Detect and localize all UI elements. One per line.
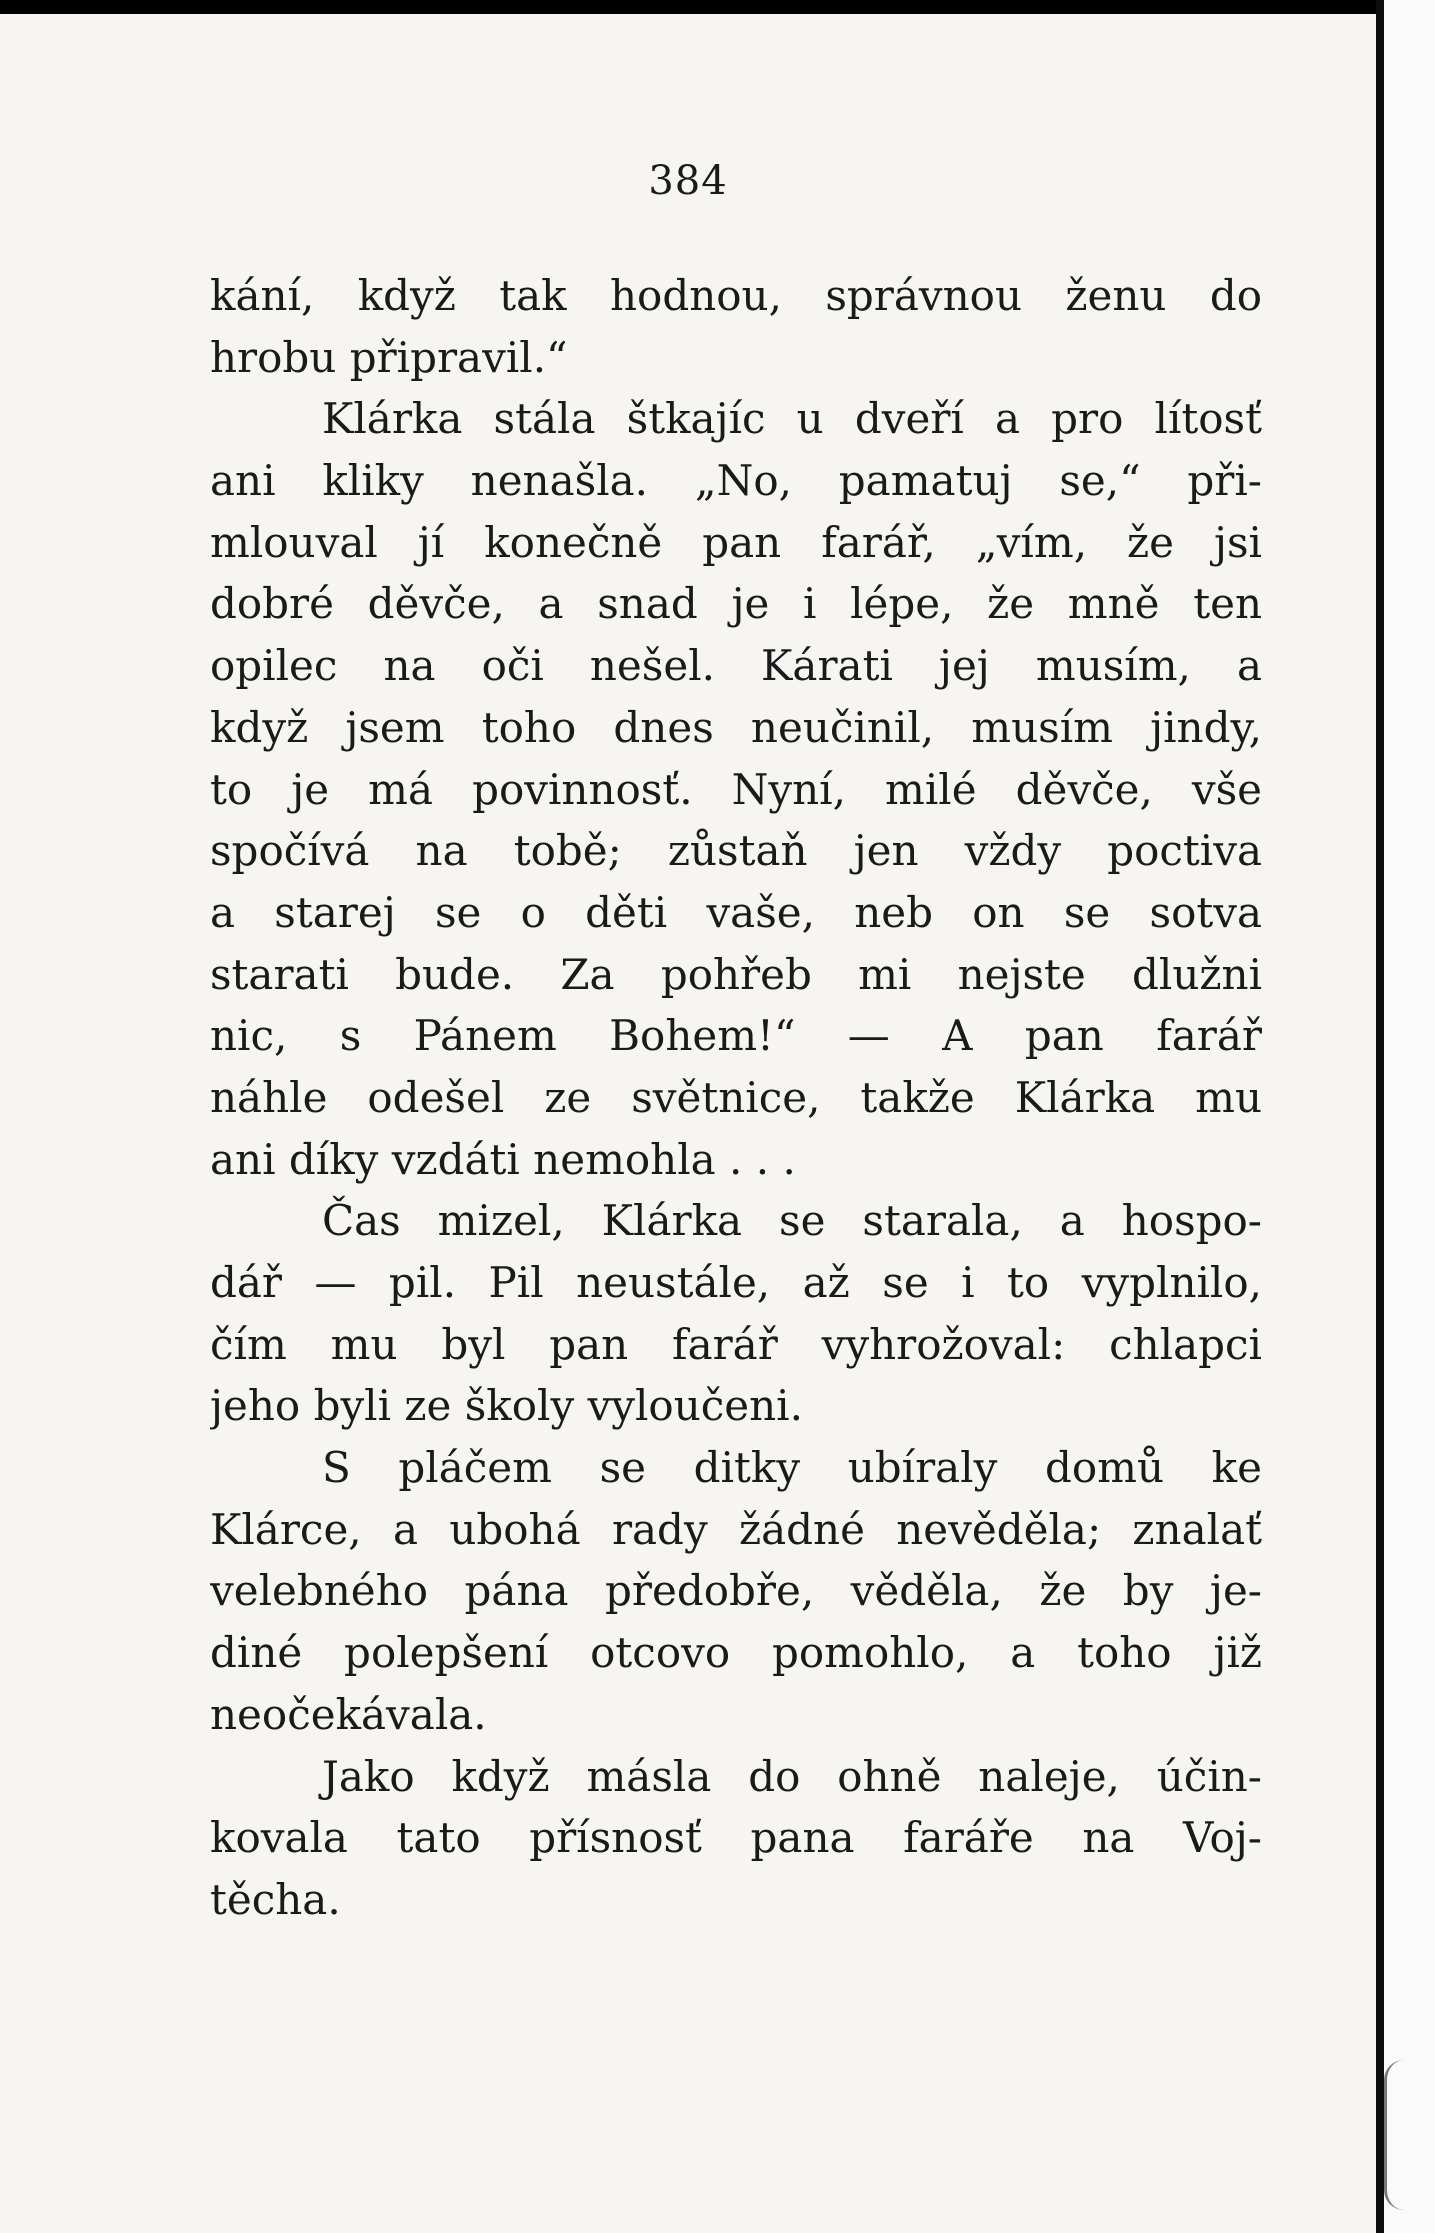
text-line: dář — pil. Pil neustále, až se i to vyplnilo, (210, 1258, 1262, 1307)
text-line: opilec na oči nešel. Kárati jej musím, a (210, 641, 1262, 691)
text-line: velebného pána předobře, věděla, že by je- (210, 1566, 1262, 1616)
text-line: ani kliky nenašla. „No, pamatuj se,“ při- (210, 456, 1262, 506)
text-line: kovala tato přísnosť pana faráře na Voj- (210, 1813, 1262, 1863)
text-line: nic, s Pánem Bohem!“ — A pan farář (210, 1011, 1262, 1061)
text-line: S pláčem se ditky ubíraly domů ke (322, 1443, 1262, 1493)
text-line: Klárka stála štkajíc u dveří a pro lítosť (322, 394, 1262, 444)
page-number: 384 (648, 158, 728, 204)
text-line: spočívá na tobě; zůstaň jen vždy poctiva (210, 826, 1262, 876)
text-line: to je má povinnosť. Nyní, milé děvče, vše (210, 764, 1262, 814)
page-edge-rule (1376, 0, 1384, 2233)
text-line: kání, když tak hodnou, správnou ženu do (210, 271, 1262, 320)
text-line: čím mu byl pan farář vyhrožoval: chlapci (210, 1319, 1262, 1369)
text-line: starati bude. Za pohřeb mi nejste dlužni (210, 949, 1262, 999)
text-line: když jsem toho dnes neučinil, musím jindy, (210, 702, 1262, 752)
text-line: mlouval jí konečně pan farář, „vím, že jsi (210, 517, 1262, 567)
text-line: těcha. (210, 1874, 341, 1924)
text-line: neočekávala. (210, 1689, 487, 1739)
text-line: jeho byli ze školy vyloučeni. (210, 1381, 803, 1431)
text-line: ani díky vzdáti nemohla . . . (210, 1134, 796, 1184)
text-line: náhle odešel ze světnice, takže Klárka mu (210, 1072, 1262, 1122)
text-line: Klárce, a ubohá rady žádné nevěděla; znalať (210, 1504, 1262, 1554)
text-line: dobré děvče, a snad je i lépe, že mně ten (210, 579, 1262, 629)
page-body-text (210, 265, 1262, 1931)
binding-mark (1384, 2060, 1417, 2210)
text-line: diné polepšení otcovo pomohlo, a toho již (210, 1628, 1262, 1678)
text-line: Čas mizel, Klárka se starala, a hospo- (322, 1196, 1262, 1246)
text-line: Jako když másla do ohně naleje, účin- (322, 1751, 1262, 1801)
text-line: hrobu připravil.“ (210, 332, 568, 382)
scan-margin (1376, 0, 1435, 2233)
text-line: a starej se o děti vaše, neb on se sotva (210, 887, 1262, 937)
